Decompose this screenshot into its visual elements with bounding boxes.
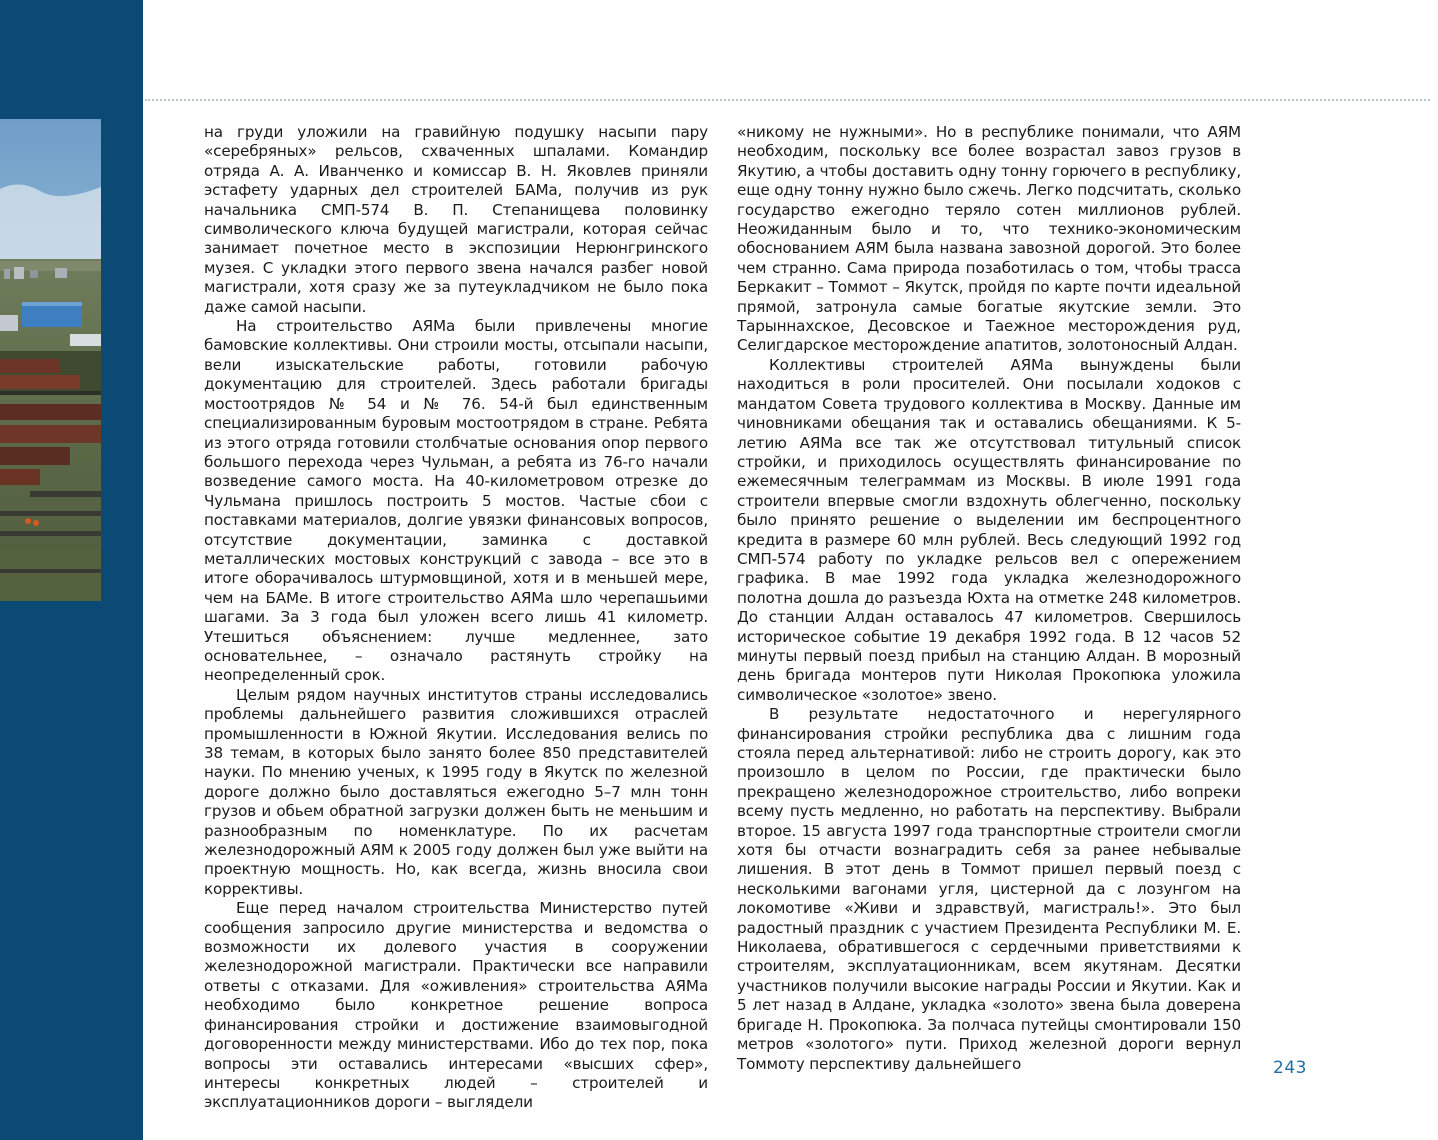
paragraph: В результате недостаточного и нерегулярного финансирования стройки республика два с лишним года стояла перед альтернативой: либо не строить дорогу, как это произошло в целом по России, где практически было прекращено железнодорожное строительство, либо вопреки всему пусть медленно, но работать на перспективу. Выбрали второе. 15 августа 1997 года транспортные строители смогли хотя бы отчасти вознаградить себя за ранее небывалые лишения. В этот день в Томмот пришел первый поезд с несколькими вагонами угля, цистерной да с лозунгом на локомотиве «Живи и здравствуй, магистраль!». Это был радостный праздник с участием Президента Республики М. Е. Николаева, обратившегося с сердечными приветствиями к строителям, эксплуатационникам, всем якутянам. Десятки участников получили высокие награды России и Якутии. Как и 5 лет назад в Алдане, укладка «золото» звена была доверена бригаде Н. Прокопюка. За полчаса путейцы смонтировали 150 метров «золотого» пути. Приход железной дороги вернул Томмоту перспективу дальнейшего bbox=[737, 705, 1241, 1073]
railway-yard-photo bbox=[0, 119, 101, 601]
header-dotted-rule bbox=[145, 99, 1430, 101]
left-text-column bbox=[204, 123, 708, 1113]
paragraph: На строительство АЯМа были привлечены многие бамовские коллективы. Они строили мосты, отсыпали насыпи, вели изыскательские работы, готовили рабочую документацию для строителей. Здесь работали бригады мостоотрядов № 54 и № 76. 54-й был единственным специализированным буровым мостоотрядом в стране. Ребята из этого отряда готовили столбчатые основания опор первого большого перехода через Чульман, а ребята из 76-го начали возведение самого моста. На 40-километровом отрезке до Чульмана пришлось построить 5 мостов. Частые сбои с поставками материалов, долгие увязки финансовых вопросов, отсутствие документации, заминка с доставкой металлических мостовых конструкций с завода – все это в итоге оборачивалось штурмовщиной, хотя и в меньшей мере, чем на БАМе. В итоге строительство АЯМа шло черепашьими шагами. За 3 года был уложен всего лишь 41 километр. Утешиться объяснением: лучше медленнее, зато основательнее, – означало растянуть стройку на неопределенный срок. bbox=[204, 317, 708, 685]
paragraph: Еще перед началом строительства Министерство путей сообщения запросило другие министерства и ведомства о возможности их долевого участия в сооружении железнодорожной магистрали. Практически все направили ответы с отказами. Для «оживления» строительства АЯМа необходимо было конкретное решение вопроса финансирования стройки и достижение взаимовыгодной договоренности между министерствами. Ибо до тех пор, пока вопросы эти оставались интересами «высших сфер», интересы конкретных людей – строителей и эксплуатационников дороги – выглядели bbox=[204, 899, 708, 1112]
paragraph: Целым рядом научных институтов страны исследовались проблемы дальнейшего развития сложившихся отраслей промышленности в Южной Якутии. Исследования велись по 38 темам, в которых было занято более 850 представителей науки. По мнению ученых, к 1995 году в Якутск по железной дороге должно было доставляться ежегодно 5–7 млн тонн грузов и обьем обратной загрузки должен быть не меньшим и разнообразным по номенклатуре. По их расчетам железнодорожный АЯМ к 2005 году должен был уже выйти на проектную мощность. Но, как всегда, жизнь вносила свои коррективы. bbox=[204, 685, 708, 898]
page-number: 243 bbox=[1273, 1058, 1307, 1078]
paragraph: «никому не нужными». Но в республике понимали, что АЯМ необходим, поскольку все более возрастал завоз грузов в Якутию, а чтобы доставить одну тонну горючего в республику, еще одну тонну нужно было сжечь. Легко подсчитать, сколько государство ежегодно теряло сотен миллионов рублей. Неожиданным было и то, что технико-экономическим обоснованием АЯМ была названа завозной дорогой. Это более чем странно. Сама природа позаботилась о том, чтобы трасса Беркакит – Томмот – Якутск, пройдя по карте почти идеальной прямой, затронула самые богатые якутские земли. Это Тарыннахское, Десовское и Таежное месторождения руд, Селигдарское месторождение апатитов, золотоносный Алдан. bbox=[737, 123, 1241, 355]
paragraph: Коллективы строителей АЯМа вынуждены были находиться в роли просителей. Они посылали ходоков с мандатом Совета трудового коллектива в Москву. Данные им чиновниками обещания так и оставались обещаниями. К 5-летию АЯМа все так же отсутствовал титульный список стройки, и приходилось осуществлять финансирование по ежемесячным телеграммам из Москвы. В июле 1991 года строители впервые смогли вздохнуть облегченно, поскольку было принято решение о выделении им беспроцентного кредита в размере 60 млн рублей. Весь следующий 1992 год СМП-574 работу по укладке рельсов вел с опережением графика. В мае 1992 года укладка железнодорожного полотна дошла до разъезда Юхта на отметке 248 километров. До станции Алдан оставалось 47 километров. Свершилось историческое событие 19 декабря 1992 года. В 12 часов 52 минуты первый поезд прибыл на станцию Алдан. В морозный день бригада монтеров пути Николая Прокопюка уложила символическое «золотое» звено. bbox=[737, 355, 1241, 704]
right-text-column bbox=[737, 123, 1241, 1074]
paragraph: на груди уложили на гравийную подушку насыпи пару «серебряных» рельсов, схваченных шпалами. Командир отряда А. А. Иванченко и комиссар В. Н. Яковлев приняли эстафету ударных дел строителей БАМа, получив из рук начальника СМП-574 В. П. Степанищева половинку символического ключа будущей магистрали, которая сейчас занимает почетное место в экспозиции Нерюнгринского музея. С укладки этого первого звена начался разбег новой магистрали, хотя сразу же за путеукладчиком не было пока даже самой насыпи. bbox=[204, 123, 708, 316]
